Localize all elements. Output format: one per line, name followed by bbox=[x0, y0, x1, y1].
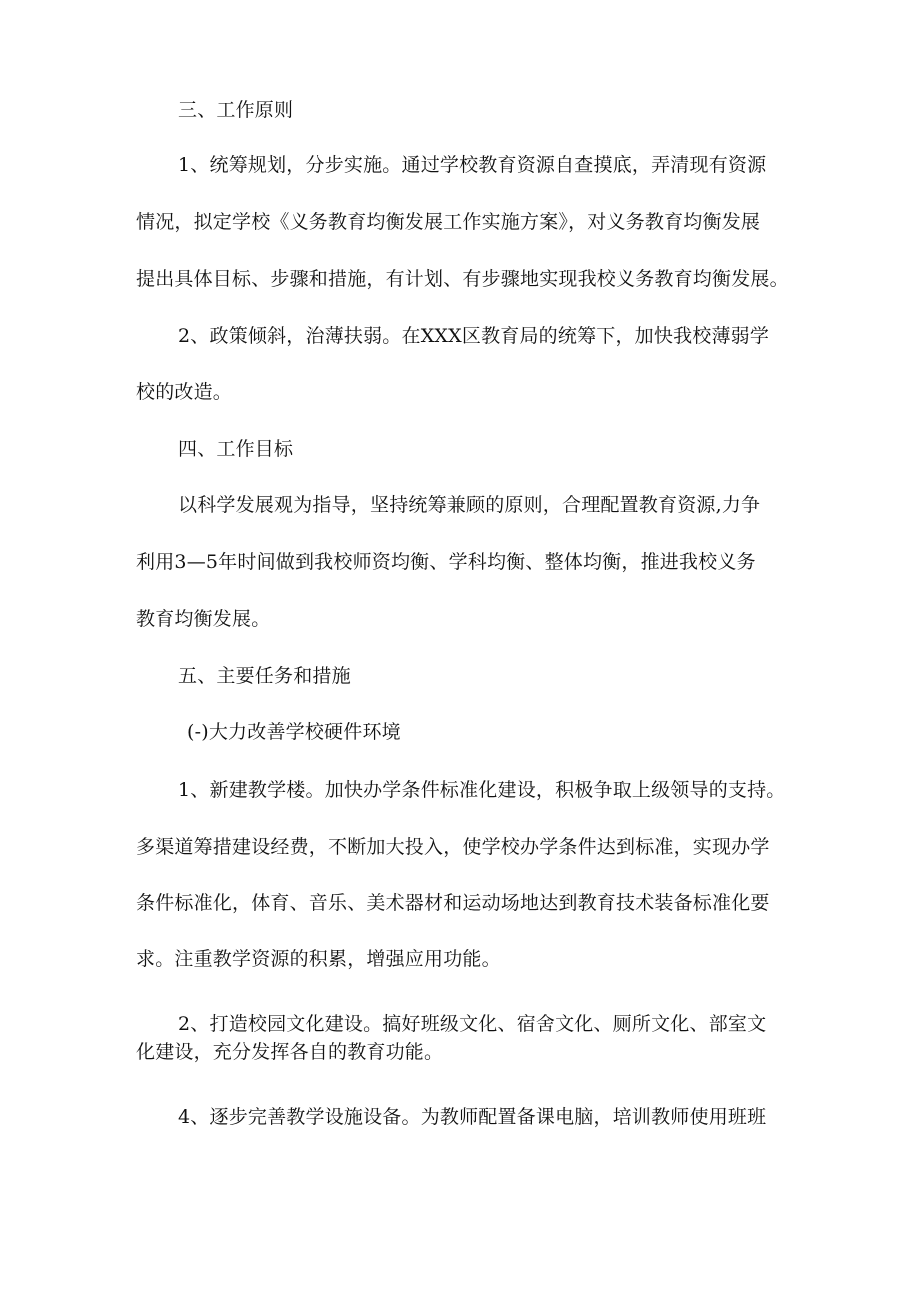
section-heading-principles: 三、工作原则 bbox=[178, 99, 294, 121]
paragraph-line: 以科学发展观为指导，坚持统筹兼顾的原则，合理配置教育资源,力争 bbox=[178, 494, 761, 516]
section-heading-tasks: 五、主要任务和措施 bbox=[178, 665, 351, 687]
subsection-heading: (-)大力改善学校硬件环境 bbox=[187, 721, 401, 743]
paragraph-line: 校的改造。 bbox=[136, 381, 233, 403]
paragraph-line: 1、新建教学楼。加快办学条件标准化建设，积极争取上级领导的支持。 bbox=[178, 779, 786, 801]
paragraph-line: 1、统筹规划，分步实施。通过学校教育资源自查摸底，弄清现有资源 bbox=[178, 154, 767, 176]
paragraph-line: 多渠道筹措建设经费，不断加大投入，使学校办学条件达到标准，实现办学 bbox=[136, 836, 770, 858]
paragraph-line: 2、政策倾斜，治薄扶弱。在XXX区教育局的统筹下，加快我校薄弱学 bbox=[178, 325, 770, 347]
section-heading-goals: 四、工作目标 bbox=[178, 438, 294, 460]
paragraph-line: 条件标准化，体育、音乐、美术器材和运动场地达到教育技术装备标准化要 bbox=[136, 892, 770, 914]
paragraph-line: 4、逐步完善教学设施设备。为教师配置备课电脑，培训教师使用班班 bbox=[178, 1106, 767, 1128]
paragraph-line: 2、打造校园文化建设。搞好班级文化、宿舍文化、厕所文化、部室文 bbox=[178, 1013, 767, 1035]
paragraph-line: 化建设，充分发挥各自的教育功能。 bbox=[136, 1041, 444, 1063]
paragraph-line: 求。注重教学资源的积累，增强应用功能。 bbox=[136, 948, 501, 970]
paragraph-line: 教育均衡发展。 bbox=[136, 608, 271, 630]
paragraph-line: 提出具体目标、步骤和措施，有计划、有步骤地实现我校义务教育均衡发展。 bbox=[136, 268, 789, 290]
paragraph-line: 利用3—5年时间做到我校师资均衡、学科均衡、整体均衡，推进我校义务 bbox=[136, 551, 756, 573]
paragraph-line: 情况，拟定学校《义务教育均衡发展工作实施方案》，对义务教育均衡发展 bbox=[136, 211, 761, 233]
